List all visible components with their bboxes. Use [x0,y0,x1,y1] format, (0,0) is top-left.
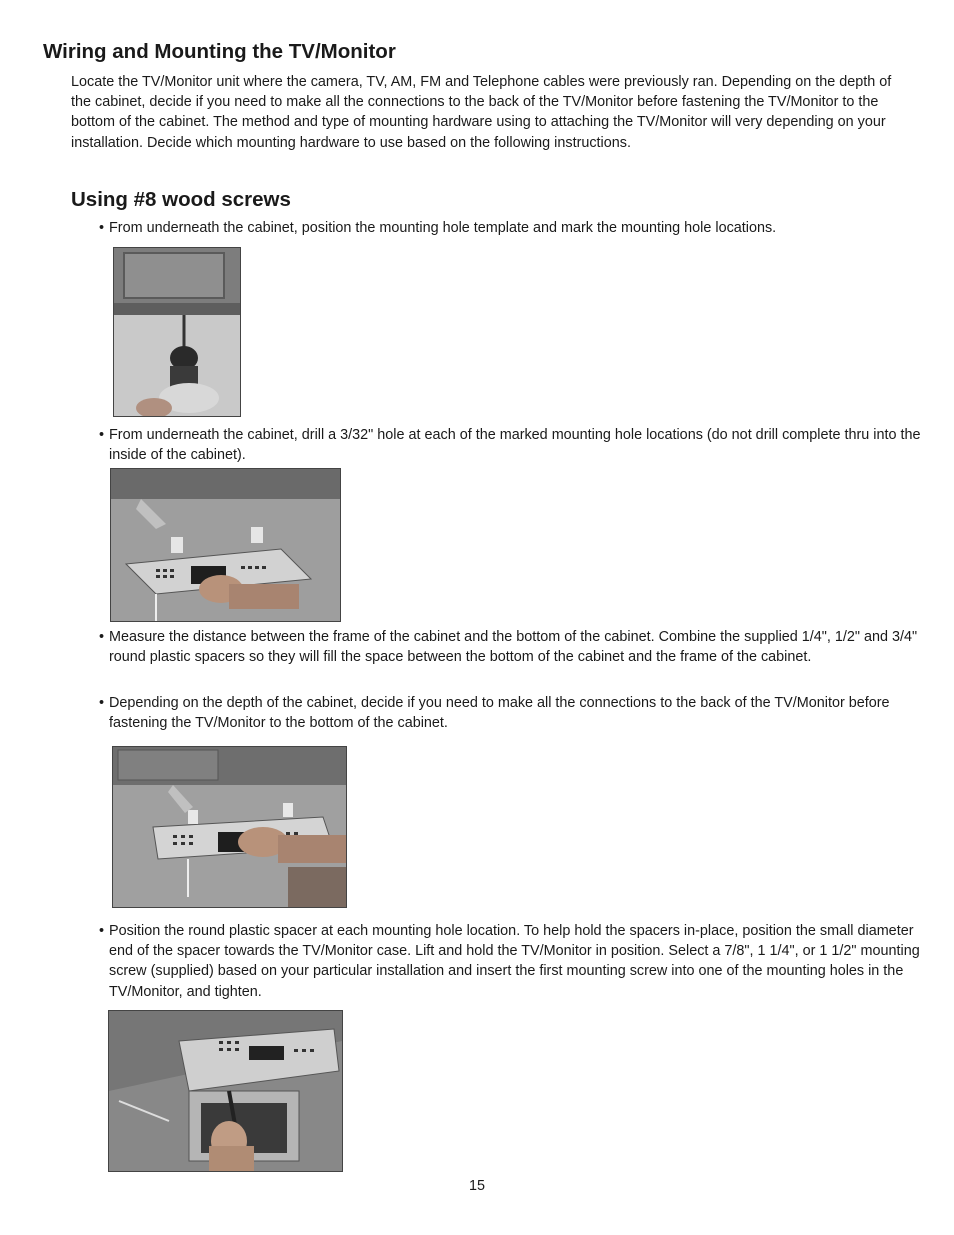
bullet-item [99,425,924,465]
bullet-marker: • [99,923,105,939]
photo-drilling-cabinet [113,247,241,417]
photo-unit-under-cabinet [110,468,341,622]
bullet-item [99,218,924,238]
bullet-text: From underneath the cabinet, position the mounting hole template and mark the mounting hole locations. [109,220,777,236]
bullet-text: Position the round plastic spacer at each mounting hole location. To help hold the spacers in-place, position the small diameter end of the spacer towards the TV/Monitor case. Lift and hold the TV/Monitor in position. Select a 7/8", 1 1/4", or 1 1/2" mounting screw (supplied) based on your particular installation and insert the first mounting screw into one of the mounting holes in the TV/Monitor, and tighten. [109,923,920,1000]
subsection-heading: Using #8 wood screws [71,188,291,211]
intro-paragraph: Locate the TV/Monitor unit where the camera, TV, AM, FM and Telephone cables were previously ran. Depending on the depth of the cabinet, decide if you need to make all the connections to the back of the TV/Monitor before fastening the TV/Monitor to the bottom of the cabinet. The method and type of mounting hardware using to attaching the TV/Monitor will very depending on your installation. Decide which mounting hardware to use based on the following instructions. [71,74,892,151]
bullet-item [99,627,924,667]
photo-tightening-screw [108,1010,343,1172]
bullet-text: From underneath the cabinet, drill a 3/32" hole at each of the marked mounting hole locations (do not drill complete thru into the inside of the cabinet). [109,427,921,464]
bullet-marker: • [99,695,105,711]
page-number: 15 [468,1178,485,1194]
bullet-item [99,693,924,733]
bullet-text: Measure the distance between the frame of the cabinet and the bottom of the cabinet. Combine the supplied 1/4", 1/2" and 3/4" round plastic spacers so they will fill the space between the bottom of the cabinet and the frame of the cabinet. [109,629,918,666]
bullet-marker: • [99,427,105,443]
bullet-text: Depending on the depth of the cabinet, decide if you need to make all the connections to the back of the TV/Monitor before fastening the TV/Monitor to the bottom of the cabinet. [109,695,890,732]
section-heading: Wiring and Mounting the TV/Monitor [43,40,396,63]
photo-holding-unit [112,746,347,908]
bullet-marker: • [99,629,105,645]
bullet-marker: • [99,220,105,236]
bullet-item [99,921,924,1002]
